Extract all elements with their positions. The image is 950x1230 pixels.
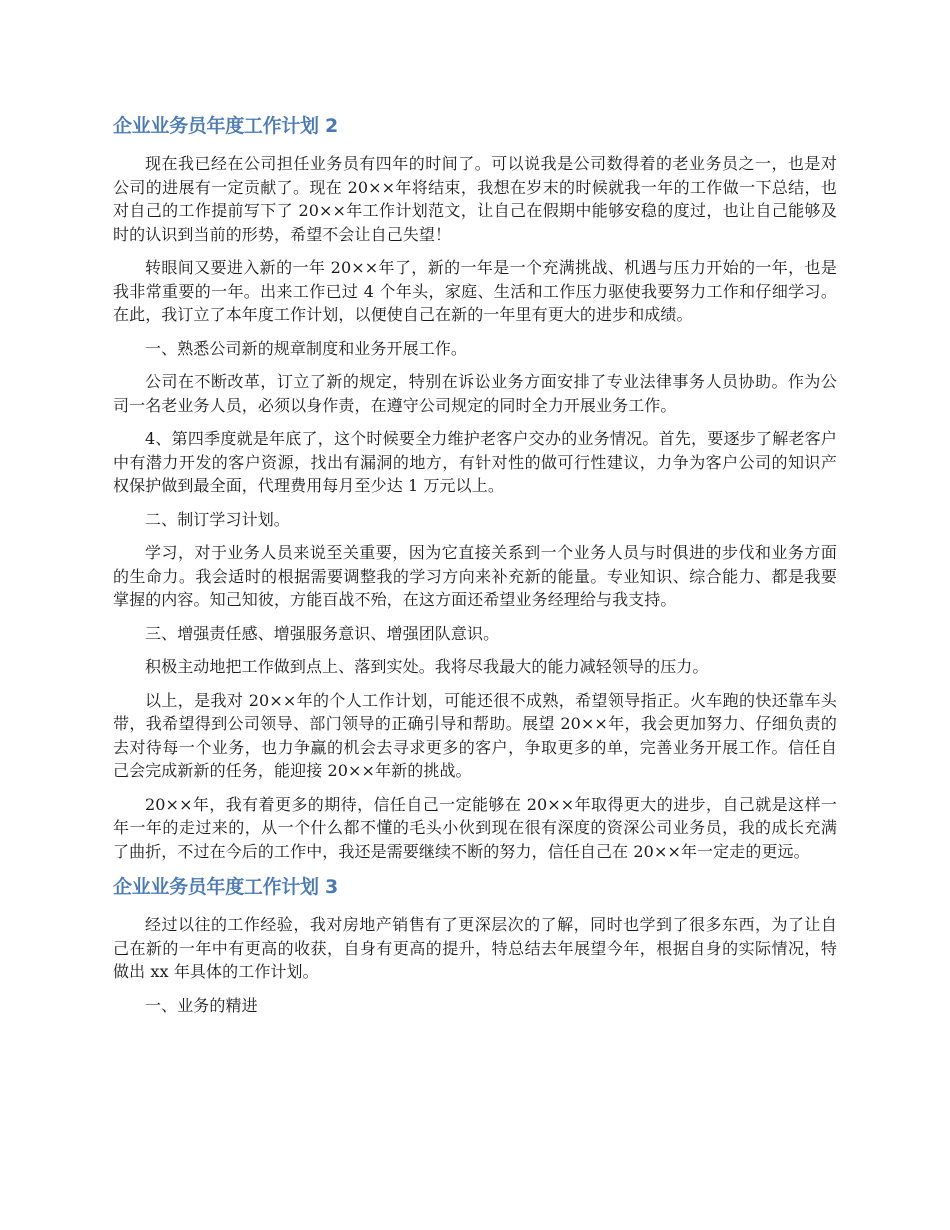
paragraph: 经过以往的工作经验，我对房地产销售有了更深层次的了解，同时也学到了很多东西，为了让自己在新的一年中有更高的收获，自身有更高的提升，特总结去年展望今年，根据自身的实际情况，特做出 xx 年具体的工作计划。 [113,915,837,981]
paragraph: 三、增强责任感、增强服务意识、增强团队意识。 [145,623,500,643]
paragraph: 20××年，我有着更多的期待，信任自己一定能够在 20××年取得更大的进步，自己就是这样一年一年的走过来的，从一个什么都不懂的毛头小伙到现在很有深度的资深公司业务员，我的成长充满了曲折，不过在今后的工作中，我还是需要继续不断的努力，信任自己在 20××年一定走的更远。 [113,794,837,861]
paragraph: 4、第四季度就是年底了，这个时候要全力维护老客户交办的业务情况。首先，要逐步了解老客户中有潜力开发的客户资源，找出有漏洞的地方，有针对性的做可行性建议，力争为客户公司的知识产权保护做到最全面，代理费用每月至少达 1 万元以上。 [113,429,837,495]
section-title-plan-2: 企业业务员年度工作计划 2 [113,115,338,137]
paragraph: 一、熟悉公司新的规章制度和业务开展工作。 [145,338,468,358]
paragraph: 以上，是我对 20××年的个人工作计划，可能还很不成熟，希望领导指正。火车跑的快还靠车头带，我希望得到公司领导、部门领导的正确引导和帮助。展望 20××年，我会更加努力、仔细负责的去对待每一个业务，也力争赢的机会去寻求更多的客户，争取更多的单，完善业务开展工作。信任自己会完成新新的任务，能迎接 20××年新的挑战。 [113,690,837,780]
paragraph: 转眼间又要进入新的一年 20××年了，新的一年是一个充满挑战、机遇与压力开始的一年，也是我非常重要的一年。出来工作已过 4 个年头，家庭、生活和工作压力驱使我要努力工作和仔细学习。在此，我订立了本年度工作计划，以便使自己在新的一年里有更大的进步和成绩。 [113,258,837,324]
paragraph: 一、业务的精进 [145,995,258,1015]
paragraph: 二、制订学习计划。 [145,509,290,529]
paragraph: 现在我已经在公司担任业务员有四年的时间了。可以说我是公司数得着的老业务员之一，也是对公司的进展有一定贡献了。现在 20××年将结束，我想在岁末的时候就我一年的工作做一下总结，也对自己的工作提前写下了 20××年工作计划范文，让自己在假期中能够安稳的度过，也让自己能够及时的认识到当前的形势，希望不会让自己失望！ [113,154,837,244]
paragraph: 公司在不断改革，订立了新的规定，特别在诉讼业务方面安排了专业法律事务人员协助。作为公司一名老业务人员，必须以身作责，在遵守公司规定的同时全力开展业务工作。 [113,372,837,415]
paragraph: 学习，对于业务人员来说至关重要，因为它直接关系到一个业务人员与时俱进的步伐和业务方面的生命力。我会适时的根据需要调整我的学习方向来补充新的能量。专业知识、综合能力、都是我要掌握的内容。知己知彼，方能百战不殆，在这方面还希望业务经理给与我支持。 [113,543,837,609]
section-title-plan-3: 企业业务员年度工作计划 3 [113,876,338,898]
paragraph: 积极主动地把工作做到点上、落到实处。我将尽我最大的能力减轻领导的压力。 [145,657,709,676]
